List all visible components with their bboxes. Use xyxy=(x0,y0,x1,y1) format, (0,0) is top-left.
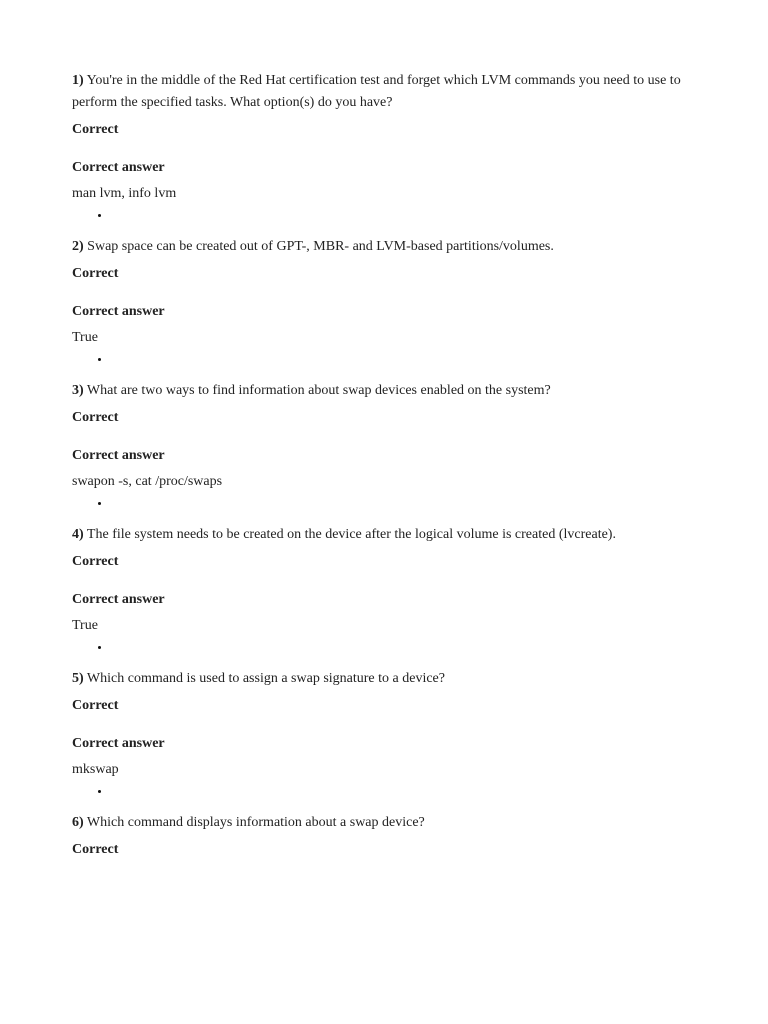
question-1-result: Correct xyxy=(72,122,119,137)
bullet-dot-icon xyxy=(98,646,101,649)
question-4-answer: True xyxy=(72,618,98,633)
question-3-number: 3) xyxy=(72,383,84,398)
list-bullet xyxy=(96,205,688,227)
question-3-answer-label: Correct answer xyxy=(72,448,165,463)
question-5-result: Correct xyxy=(72,698,119,713)
question-5-body: Which command is used to assign a swap signature to a device? xyxy=(86,671,445,686)
question-1-answer-label: Correct answer xyxy=(72,160,165,175)
question-4-number: 4) xyxy=(72,527,84,542)
question-4-text xyxy=(72,524,688,546)
question-2-answer: True xyxy=(72,330,98,345)
question-block-1 xyxy=(72,70,688,227)
bullet-dot-icon xyxy=(98,502,101,505)
question-2-number: 2) xyxy=(72,239,84,254)
question-3-text xyxy=(72,380,688,402)
question-4-answer-label: Correct answer xyxy=(72,592,165,607)
question-2-text xyxy=(72,236,688,258)
question-block-5 xyxy=(72,668,688,803)
list-bullet xyxy=(96,349,688,371)
question-4-result: Correct xyxy=(72,554,119,569)
question-2-answer-label: Correct answer xyxy=(72,304,165,319)
question-6-body: Which command displays information about a swap device? xyxy=(86,815,425,830)
question-1-text xyxy=(72,70,688,114)
question-block-4 xyxy=(72,524,688,659)
question-5-number: 5) xyxy=(72,671,84,686)
bullet-dot-icon xyxy=(98,790,101,793)
question-1-body: You're in the middle of the Red Hat certification test and forget which LVM commands you need to use to perform the specified tasks. What option(s) do you have? xyxy=(72,73,681,110)
question-block-6 xyxy=(72,812,688,859)
question-6-text xyxy=(72,812,688,834)
question-3-answer: swapon -s, cat /proc/swaps xyxy=(72,474,223,489)
question-5-text xyxy=(72,668,688,690)
bullet-dot-icon xyxy=(98,214,101,217)
question-3-body: What are two ways to find information about swap devices enabled on the system? xyxy=(86,383,551,398)
question-1-number: 1) xyxy=(72,73,84,88)
question-6-number: 6) xyxy=(72,815,84,830)
question-4-body: The file system needs to be created on the device after the logical volume is created (lvcreate). xyxy=(86,527,616,542)
question-5-answer-label: Correct answer xyxy=(72,736,165,751)
question-block-2 xyxy=(72,236,688,371)
question-2-body: Swap space can be created out of GPT-, MBR- and LVM-based partitions/volumes. xyxy=(87,239,554,254)
bullet-dot-icon xyxy=(98,358,101,361)
question-block-3 xyxy=(72,380,688,515)
question-2-result: Correct xyxy=(72,266,119,281)
question-6-result: Correct xyxy=(72,842,119,857)
question-5-answer: mkswap xyxy=(72,762,119,777)
question-1-answer: man lvm, info lvm xyxy=(72,186,177,201)
list-bullet xyxy=(96,493,688,515)
question-3-result: Correct xyxy=(72,410,119,425)
list-bullet xyxy=(96,637,688,659)
list-bullet xyxy=(96,781,688,803)
